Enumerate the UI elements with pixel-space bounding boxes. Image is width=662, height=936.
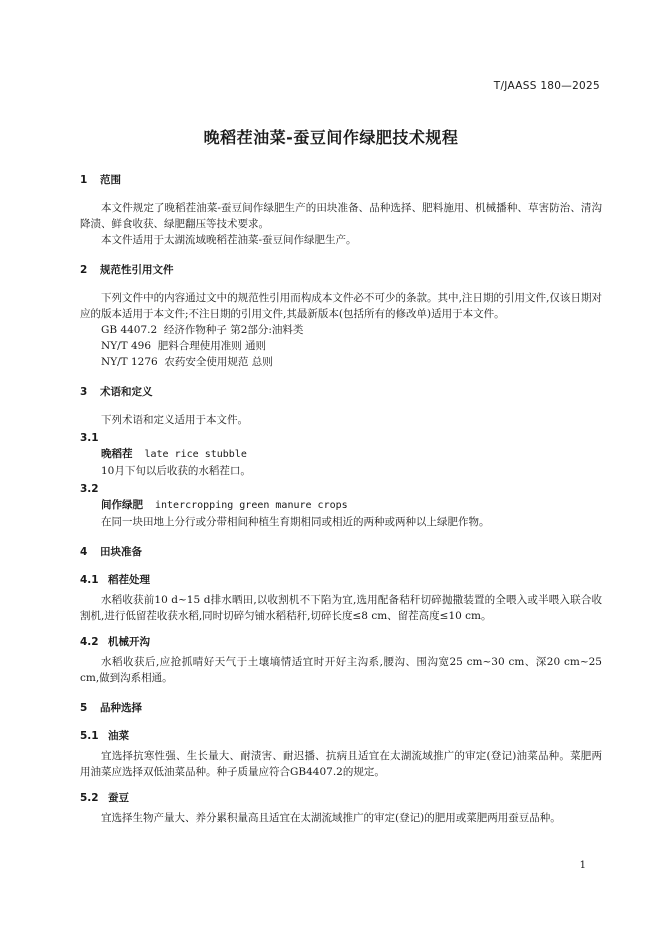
paragraph: 本文件适用于太湖流域晚稻茬油菜-蚕豆间作绿肥生产。	[101, 234, 357, 246]
subsection-number: 5.1	[80, 730, 99, 742]
term-heading	[80, 497, 602, 514]
paragraph: 下列文件中的内容通过文中的规范性引用而构成本文件必不可少的条款。其中,注日期的引用文件,仅该日期对应的版本适用于本文件;不注日期的引用文件,其最新版本(包括所有的修改单)适用于本文件。	[80, 292, 602, 320]
section-number: 3	[80, 386, 88, 398]
section-number: 4	[80, 546, 88, 558]
subsection-title: 机械开沟	[108, 636, 150, 648]
term-definition: 10月下旬以后收获的水稻茬口。	[101, 465, 251, 477]
term-chinese: 晚稻茬	[101, 448, 133, 460]
term-definition: 在同一块田地上分行或分带相间种植生育期相同或相近的两种或两种以上绿肥作物。	[101, 516, 490, 528]
section-title: 田块准备	[100, 546, 142, 558]
subsection-heading-ditching	[80, 634, 602, 650]
paragraph: 宜选择生物产量大、养分累积量高且适宜在太湖流域推广的审定(登记)的肥用或菜肥两用蚕豆品种。	[101, 812, 561, 824]
subsection-heading-broad-bean	[80, 790, 602, 806]
reference-item: GB 4407.2 经济作物种子 第2部分:油料类	[101, 324, 304, 336]
section-number: 2	[80, 264, 88, 276]
section-heading-field-preparation	[80, 544, 602, 560]
paragraph: 宜选择抗寒性强、生长量大、耐渍害、耐迟播、抗病且适宜在太湖流域推广的审定(登记)油菜品种。菜肥两用油菜应选择双低油菜品种。种子质量应符合GB4407.2的规定。	[80, 750, 602, 778]
reference-item: NY/T 496 肥料合理使用准则 通则	[101, 340, 267, 352]
subsection-number: 4.1	[80, 574, 99, 586]
subsection-title: 油菜	[108, 730, 129, 742]
subsection-heading-stubble	[80, 572, 602, 588]
paragraph: 水稻收获后,应抢抓晴好天气于土壤墒情适宜时开好主沟系,腰沟、围沟宽25 cm~30 cm、深20 cm~25 cm,做到沟系相通。	[80, 656, 602, 684]
section-title: 品种选择	[100, 702, 142, 714]
section-title: 范围	[100, 174, 121, 186]
subsection-title: 蚕豆	[108, 792, 129, 804]
document-title: 晚稻茬油菜-蚕豆间作绿肥技术规程	[203, 128, 459, 147]
section-heading-scope	[80, 172, 602, 188]
paragraph: 水稻收获前10 d~15 d排水晒田,以收割机不下陷为宜,选用配备秸秆切碎抛撒装置的全喂入或半喂入联合收割机,进行低留茬收获水稻,同时切碎匀铺水稻秸秆,切碎长度≤8 cm、留茬高度≤10 cm。	[80, 594, 602, 622]
term-english: late rice stubble	[144, 449, 247, 460]
paragraph: 本文件规定了晚稻茬油菜-蚕豆间作绿肥生产的田块准备、品种选择、肥料施用、机械播种、草害防治、清沟降渍、鲜食收获、绿肥翻压等技术要求。	[80, 202, 602, 230]
document-body	[80, 172, 602, 826]
subsection-number: 4.2	[80, 636, 99, 648]
subsection-title: 稻茬处理	[108, 574, 150, 586]
section-title: 术语和定义	[100, 386, 153, 398]
term-heading	[80, 446, 602, 463]
reference-item: NY/T 1276 农药安全使用规范 总则	[101, 356, 273, 368]
standard-code: T/JAASS 180—2025	[493, 80, 600, 92]
term-chinese: 间作绿肥	[101, 499, 143, 511]
section-title: 规范性引用文件	[100, 264, 174, 276]
term-english: intercropping green manure crops	[155, 500, 348, 511]
section-number: 5	[80, 702, 88, 714]
term-number: 3.1	[80, 432, 99, 444]
paragraph: 下列术语和定义适用于本文件。	[101, 414, 248, 426]
subsection-heading-rapeseed	[80, 728, 602, 744]
section-heading-terms	[80, 384, 602, 400]
section-number: 1	[80, 174, 88, 186]
section-heading-variety-selection	[80, 700, 602, 716]
term-number: 3.2	[80, 483, 99, 495]
subsection-number: 5.2	[80, 792, 99, 804]
section-heading-normative-references	[80, 262, 602, 278]
page-number: 1	[579, 860, 586, 871]
